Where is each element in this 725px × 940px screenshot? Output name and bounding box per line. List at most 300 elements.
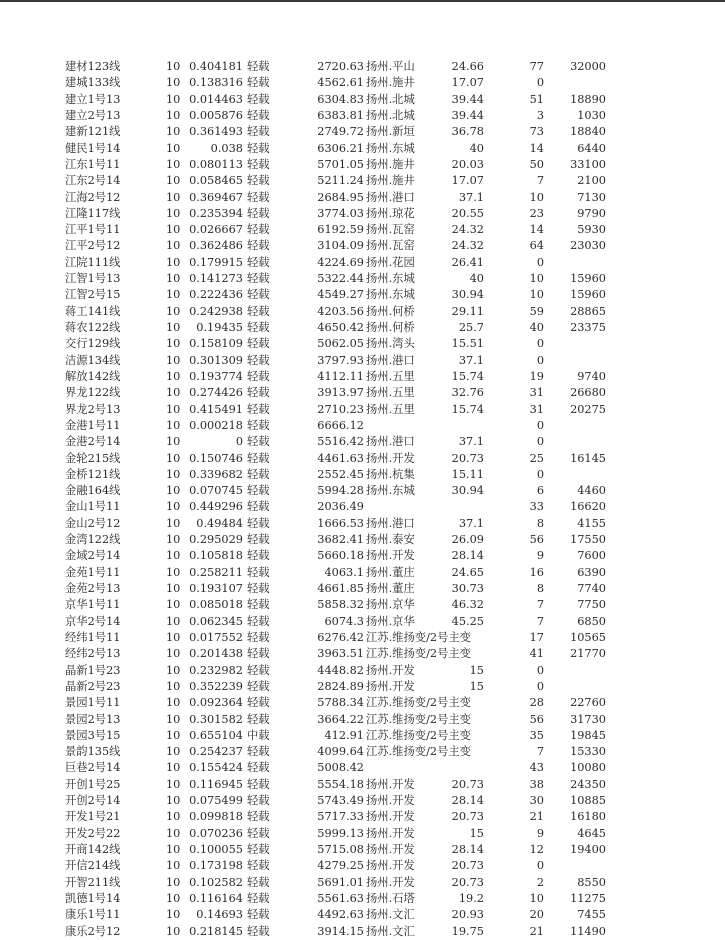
load-rate: 0.362486 — [189, 239, 243, 253]
substation: 扬州.京华 — [366, 614, 415, 628]
length-value: 412.91 — [324, 728, 364, 742]
feeder-name: 解放142线 — [65, 369, 121, 383]
table-row — [0, 777, 725, 793]
length-value: 5858.32 — [317, 598, 364, 612]
substation: 扬州.董庄 — [366, 582, 415, 595]
rating-value: 29.11 — [451, 304, 484, 318]
capacity-value: 5930 — [577, 223, 606, 237]
table-row — [0, 891, 725, 907]
table-row — [0, 907, 725, 923]
count-value: 12 — [529, 843, 544, 856]
feeder-name: 洁源134线 — [65, 353, 121, 367]
rating-value: 24.32 — [451, 239, 484, 253]
length-value: 4492.63 — [317, 908, 364, 922]
feeder-name: 金山2号12 — [65, 516, 121, 530]
rating-value: 20.73 — [451, 777, 484, 791]
substation: 江苏.维扬变/2号主变 — [366, 745, 471, 759]
count-value: 17 — [529, 630, 544, 644]
load-status: 轻载 — [247, 435, 270, 449]
voltage-kv: 10 — [166, 337, 181, 351]
table-row — [0, 336, 725, 352]
table-row — [0, 271, 725, 287]
load-rate: 0.242938 — [189, 304, 243, 318]
load-status: 轻载 — [247, 516, 270, 530]
count-value: 38 — [529, 777, 544, 791]
count-value: 0 — [536, 859, 544, 873]
capacity-value: 19400 — [570, 843, 606, 856]
load-status: 轻载 — [247, 304, 270, 318]
table-row — [0, 826, 725, 842]
length-value: 3664.22 — [317, 712, 364, 726]
substation: 扬州.泰安 — [366, 533, 415, 547]
count-value: 0 — [536, 435, 544, 449]
length-value: 5062.05 — [317, 337, 364, 351]
rating-value: 32.76 — [451, 386, 484, 400]
load-rate: 0.415491 — [189, 402, 243, 416]
feeder-name: 开发2号22 — [65, 826, 121, 840]
table-row — [0, 695, 725, 711]
feeder-name: 金融164线 — [65, 484, 121, 498]
substation: 江苏.维扬变/2号主变 — [366, 728, 471, 742]
table-row — [0, 141, 725, 157]
feeder-name: 金湾122线 — [65, 533, 121, 547]
load-rate: 0 — [235, 435, 243, 449]
feeder-name: 建新121线 — [65, 125, 121, 139]
rating-value: 24.32 — [451, 223, 484, 237]
rating-value: 17.07 — [451, 76, 484, 90]
feeder-name: 景园1号11 — [65, 696, 121, 710]
feeder-name: 金轮215线 — [65, 451, 121, 465]
count-value: 21 — [529, 810, 544, 824]
load-rate: 0.099818 — [189, 810, 243, 824]
table-row — [0, 630, 725, 646]
load-rate: 0.026667 — [189, 223, 243, 237]
count-value: 9 — [536, 826, 544, 840]
capacity-value: 18840 — [570, 125, 606, 139]
load-status: 轻载 — [247, 60, 270, 73]
substation: 扬州.北城 — [366, 108, 415, 122]
load-rate: 0.038 — [210, 141, 243, 155]
length-value: 3963.51 — [317, 647, 364, 661]
feeder-name: 金域2号14 — [65, 549, 121, 563]
load-rate: 0.141273 — [189, 272, 243, 286]
substation: 江苏.维扬变/2号主变 — [366, 696, 471, 710]
load-status: 轻载 — [247, 467, 270, 481]
table-row — [0, 124, 725, 140]
feeder-name: 江平2号12 — [65, 239, 121, 253]
substation: 扬州.文汇 — [366, 908, 415, 922]
feeder-name: 开创2号14 — [65, 794, 121, 808]
length-value: 4461.63 — [317, 451, 364, 465]
substation: 扬州.港口 — [366, 190, 415, 204]
length-value: 5701.05 — [317, 157, 364, 171]
voltage-kv: 10 — [166, 565, 181, 579]
rating-value: 37.1 — [458, 435, 484, 449]
feeder-name: 康乐2号12 — [65, 924, 121, 938]
load-rate: 0.339682 — [189, 467, 243, 481]
load-rate: 0.49484 — [196, 516, 243, 530]
load-rate: 0.193774 — [189, 369, 243, 383]
load-status: 轻载 — [247, 206, 270, 220]
rating-value: 30.94 — [451, 484, 484, 498]
count-value: 0 — [536, 679, 544, 693]
rating-value: 37.1 — [458, 353, 484, 367]
load-rate: 0.404181 — [189, 60, 243, 73]
feeder-name: 经纬2号13 — [65, 647, 121, 661]
table-row — [0, 222, 725, 238]
feeder-name: 金港2号14 — [65, 435, 121, 449]
feeder-name: 开信214线 — [65, 859, 121, 873]
count-value: 8 — [536, 516, 544, 530]
feeder-name: 江平1号11 — [65, 223, 121, 237]
rating-value: 20.73 — [451, 810, 484, 824]
capacity-value: 16145 — [570, 451, 606, 465]
table-row — [0, 483, 725, 499]
length-value: 5322.44 — [317, 272, 364, 286]
length-value: 3104.09 — [317, 239, 364, 253]
capacity-value: 20275 — [570, 402, 606, 416]
capacity-value: 4155 — [577, 516, 606, 530]
feeder-table — [0, 59, 725, 940]
table-row — [0, 793, 725, 809]
table-row — [0, 565, 725, 581]
load-rate: 0.14693 — [196, 908, 243, 922]
count-value: 0 — [536, 255, 544, 269]
table-row — [0, 614, 725, 630]
voltage-kv: 10 — [166, 500, 181, 514]
load-status: 轻载 — [247, 255, 270, 269]
table-row — [0, 402, 725, 418]
length-value: 5211.24 — [317, 174, 364, 188]
feeder-name: 建立2号13 — [65, 108, 121, 122]
length-value: 2720.63 — [317, 60, 364, 73]
capacity-value: 9790 — [577, 206, 606, 220]
capacity-value: 24350 — [570, 777, 606, 791]
substation: 扬州.平山 — [366, 60, 415, 73]
load-status: 轻载 — [247, 777, 270, 791]
voltage-kv: 10 — [166, 859, 181, 873]
length-value: 4279.25 — [317, 859, 364, 873]
length-value: 2036.49 — [317, 500, 364, 514]
count-value: 20 — [529, 908, 544, 922]
load-status: 轻载 — [247, 630, 270, 644]
capacity-value: 23375 — [570, 321, 606, 334]
load-status: 轻载 — [247, 598, 270, 612]
substation: 扬州.东城 — [366, 484, 415, 498]
load-status: 轻载 — [247, 826, 270, 840]
table-row — [0, 304, 725, 320]
length-value: 5717.33 — [317, 810, 364, 824]
substation: 扬州.施井 — [366, 174, 415, 188]
capacity-value: 17550 — [570, 533, 606, 547]
count-value: 40 — [529, 321, 544, 334]
count-value: 14 — [529, 141, 544, 155]
count-value: 0 — [536, 76, 544, 90]
capacity-value: 16620 — [570, 500, 606, 514]
substation: 扬州.开发 — [366, 875, 415, 889]
table-row — [0, 744, 725, 760]
voltage-kv: 10 — [166, 157, 181, 171]
length-value: 4112.11 — [317, 369, 364, 383]
capacity-value: 2100 — [577, 174, 606, 188]
voltage-kv: 10 — [166, 223, 181, 237]
feeder-name: 京华2号14 — [65, 614, 121, 628]
load-rate: 0.449296 — [189, 500, 243, 514]
rating-value: 15.11 — [451, 467, 484, 481]
table-row — [0, 353, 725, 369]
voltage-kv: 10 — [166, 679, 181, 693]
rating-value: 37.1 — [458, 516, 484, 530]
feeder-name: 金桥121线 — [65, 467, 121, 481]
load-status: 轻载 — [247, 125, 270, 139]
count-value: 14 — [529, 223, 544, 237]
feeder-name: 经纬1号11 — [65, 630, 121, 644]
length-value: 5999.13 — [317, 826, 364, 840]
count-value: 31 — [529, 402, 544, 416]
voltage-kv: 10 — [166, 206, 181, 220]
substation: 扬州.花园 — [366, 255, 415, 269]
substation: 扬州.东城 — [366, 141, 415, 155]
length-value: 5554.18 — [317, 777, 364, 791]
load-rate: 0.150746 — [189, 451, 243, 465]
load-rate: 0.005876 — [189, 108, 243, 122]
capacity-value: 31730 — [570, 712, 606, 726]
length-value: 4650.42 — [317, 321, 364, 334]
load-rate: 0.092364 — [189, 696, 243, 710]
length-value: 5516.42 — [317, 435, 364, 449]
voltage-kv: 10 — [166, 549, 181, 563]
rating-value: 30.73 — [451, 582, 484, 595]
load-status: 轻载 — [247, 402, 270, 416]
rating-value: 20.73 — [451, 451, 484, 465]
rating-value: 45.25 — [451, 614, 484, 628]
voltage-kv: 10 — [166, 761, 181, 775]
voltage-kv: 10 — [166, 353, 181, 367]
substation: 扬州.杭集 — [366, 467, 415, 481]
capacity-value: 23030 — [570, 239, 606, 253]
count-value: 51 — [529, 92, 544, 106]
load-rate: 0.075499 — [189, 794, 243, 808]
feeder-name: 江智2号15 — [65, 288, 121, 302]
capacity-value: 7740 — [577, 582, 606, 595]
length-value: 3682.41 — [317, 533, 364, 547]
rating-value: 20.73 — [451, 859, 484, 873]
load-rate: 0.295029 — [189, 533, 243, 547]
voltage-kv: 10 — [166, 516, 181, 530]
length-value: 4562.61 — [317, 76, 364, 90]
length-value: 6276.42 — [317, 630, 364, 644]
load-status: 轻载 — [247, 549, 270, 563]
voltage-kv: 10 — [166, 647, 181, 661]
load-rate: 0.222436 — [189, 288, 243, 302]
voltage-kv: 10 — [166, 630, 181, 644]
load-rate: 0.361493 — [189, 125, 243, 139]
feeder-name: 金山1号11 — [65, 500, 121, 514]
load-rate: 0.058465 — [189, 174, 243, 188]
length-value: 5561.63 — [317, 891, 364, 905]
count-value: 10 — [529, 891, 544, 905]
voltage-kv: 10 — [166, 728, 181, 742]
substation: 扬州.五里 — [366, 386, 415, 400]
count-value: 0 — [536, 353, 544, 367]
voltage-kv: 10 — [166, 875, 181, 889]
voltage-kv: 10 — [166, 663, 181, 677]
rating-value: 15 — [469, 679, 484, 693]
table-row — [0, 59, 725, 75]
feeder-name: 金苑1号11 — [65, 565, 121, 579]
feeder-name: 江院111线 — [65, 255, 121, 269]
load-rate: 0.017552 — [189, 630, 243, 644]
load-status: 轻载 — [247, 810, 270, 824]
load-rate: 0.000218 — [189, 418, 243, 432]
substation: 扬州.开发 — [366, 794, 415, 808]
load-rate: 0.369467 — [189, 190, 243, 204]
rating-value: 19.2 — [458, 891, 484, 905]
load-status: 轻载 — [247, 582, 270, 595]
rating-value: 15 — [469, 826, 484, 840]
rating-value: 30.94 — [451, 288, 484, 302]
table-row — [0, 418, 725, 434]
substation: 扬州.开发 — [366, 843, 415, 856]
rating-value: 28.14 — [451, 843, 484, 856]
voltage-kv: 10 — [166, 125, 181, 139]
load-status: 轻载 — [247, 321, 270, 334]
table-row — [0, 320, 725, 336]
substation: 扬州.东城 — [366, 272, 415, 286]
voltage-kv: 10 — [166, 76, 181, 90]
top-border — [0, 0, 725, 2]
feeder-name: 京华1号11 — [65, 598, 121, 612]
feeder-name: 界龙2号13 — [65, 402, 121, 416]
substation: 扬州.石塔 — [366, 891, 415, 905]
feeder-name: 晶新2号23 — [65, 679, 121, 693]
voltage-kv: 10 — [166, 190, 181, 204]
feeder-name: 金苑2号13 — [65, 582, 121, 595]
voltage-kv: 10 — [166, 386, 181, 400]
load-status: 轻载 — [247, 891, 270, 905]
voltage-kv: 10 — [166, 288, 181, 302]
length-value: 4448.82 — [317, 663, 364, 677]
table-row — [0, 809, 725, 825]
substation: 扬州.港口 — [366, 353, 415, 367]
table-row — [0, 92, 725, 108]
voltage-kv: 10 — [166, 369, 181, 383]
substation: 江苏.维扬变/2号主变 — [366, 647, 471, 661]
capacity-value: 7750 — [577, 598, 606, 612]
feeder-name: 蒋工141线 — [65, 304, 121, 318]
capacity-value: 9740 — [577, 369, 606, 383]
voltage-kv: 10 — [166, 451, 181, 465]
rating-value: 39.44 — [451, 108, 484, 122]
feeder-name: 江东2号14 — [65, 174, 121, 188]
substation: 扬州.琼花 — [366, 206, 415, 220]
rating-value: 25.7 — [458, 321, 484, 334]
voltage-kv: 10 — [166, 696, 181, 710]
length-value: 5691.01 — [317, 875, 364, 889]
length-value: 4661.85 — [317, 582, 364, 595]
load-rate: 0.105818 — [189, 549, 243, 563]
voltage-kv: 10 — [166, 533, 181, 547]
load-status: 轻载 — [247, 353, 270, 367]
feeder-name: 金港1号11 — [65, 418, 121, 432]
count-value: 0 — [536, 467, 544, 481]
length-value: 2710.23 — [317, 402, 364, 416]
table-row — [0, 451, 725, 467]
length-value: 5788.34 — [317, 696, 364, 710]
capacity-value: 15960 — [570, 288, 606, 302]
feeder-name: 康乐1号11 — [65, 908, 121, 922]
voltage-kv: 10 — [166, 794, 181, 808]
load-status: 轻载 — [247, 533, 270, 547]
load-status: 轻载 — [247, 369, 270, 383]
count-value: 28 — [529, 696, 544, 710]
rating-value: 15.74 — [451, 369, 484, 383]
load-status: 轻载 — [247, 288, 270, 302]
load-status: 轻载 — [247, 337, 270, 351]
capacity-value: 22760 — [570, 696, 606, 710]
rating-value: 17.07 — [451, 174, 484, 188]
capacity-value: 7455 — [577, 908, 606, 922]
voltage-kv: 10 — [166, 745, 181, 759]
count-value: 0 — [536, 418, 544, 432]
substation: 扬州.港口 — [366, 435, 415, 449]
feeder-name: 开创1号25 — [65, 777, 121, 791]
capacity-value: 21770 — [570, 647, 606, 661]
voltage-kv: 10 — [166, 826, 181, 840]
load-status: 轻载 — [247, 92, 270, 106]
load-rate: 0.201438 — [189, 647, 243, 661]
voltage-kv: 10 — [166, 174, 181, 188]
table-row — [0, 842, 725, 858]
rating-value: 40 — [469, 272, 484, 286]
feeder-name: 建城133线 — [65, 76, 121, 90]
voltage-kv: 10 — [166, 924, 181, 938]
rating-value: 24.65 — [451, 565, 484, 579]
load-rate: 0.116945 — [189, 777, 243, 791]
load-rate: 0.235394 — [189, 206, 243, 220]
capacity-value: 32000 — [570, 60, 606, 73]
feeder-name: 交行129线 — [65, 337, 121, 351]
load-rate: 0.080113 — [189, 157, 243, 171]
load-status: 轻载 — [247, 565, 270, 579]
load-rate: 0.258211 — [189, 565, 243, 579]
feeder-name: 景园2号13 — [65, 712, 121, 726]
voltage-kv: 10 — [166, 484, 181, 498]
count-value: 10 — [529, 190, 544, 204]
table-row — [0, 385, 725, 401]
count-value: 21 — [529, 924, 544, 938]
feeder-name: 江智1号13 — [65, 272, 121, 286]
rating-value: 28.14 — [451, 794, 484, 808]
feeder-name: 界龙122线 — [65, 386, 121, 400]
count-value: 10 — [529, 288, 544, 302]
load-rate: 0.155424 — [189, 761, 243, 775]
substation: 扬州.开发 — [366, 679, 415, 693]
voltage-kv: 10 — [166, 321, 181, 334]
load-rate: 0.254237 — [189, 745, 243, 759]
count-value: 9 — [536, 549, 544, 563]
substation: 扬州.瓦窑 — [366, 223, 415, 237]
substation: 扬州.何桥 — [366, 304, 415, 318]
substation: 扬州.东城 — [366, 288, 415, 302]
capacity-value: 16180 — [570, 810, 606, 824]
capacity-value: 10080 — [570, 761, 606, 775]
substation: 扬州.开发 — [366, 810, 415, 824]
substation: 扬州.施井 — [366, 76, 415, 90]
count-value: 10 — [529, 272, 544, 286]
load-rate: 0.070745 — [189, 484, 243, 498]
load-rate: 0.062345 — [189, 614, 243, 628]
